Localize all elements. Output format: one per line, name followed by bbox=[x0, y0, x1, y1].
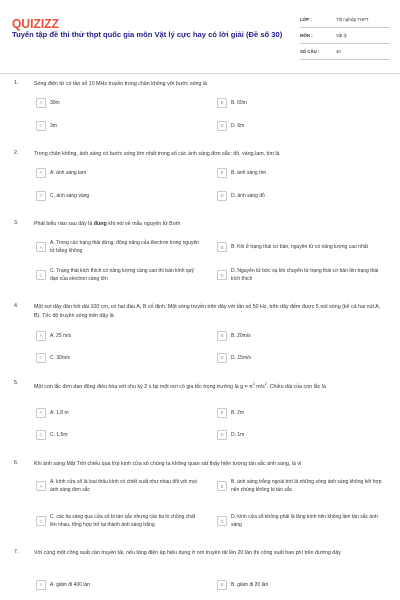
question-text bbox=[34, 220, 384, 229]
text-part: Một con lắc đơn dao động điều hòa với chu kỳ 2 s tại một nơi có gia tốc trọng trường là g = π bbox=[34, 383, 253, 390]
header-divider bbox=[0, 73, 400, 74]
question-text: Sóng điện từ có tần số 10 MHz truyền trong chân không với bước sóng là bbox=[34, 81, 208, 87]
option-letter: D bbox=[217, 516, 227, 526]
option-a[interactable] bbox=[36, 236, 202, 258]
option-letter: C bbox=[36, 270, 46, 280]
option-text: B. giảm đi 20 lần bbox=[231, 581, 269, 588]
option-d[interactable] bbox=[217, 119, 387, 132]
option-letter: B bbox=[217, 580, 227, 590]
question-text: Khi ánh sáng Mặt Trời chiếu qua lớp kính cửa sổ chúng ta không quan sát thấy hiện tượng tán sắc ánh sáng, là vì bbox=[34, 461, 302, 467]
meta-row-subject bbox=[300, 28, 390, 44]
option-a[interactable] bbox=[36, 329, 202, 342]
option-b[interactable] bbox=[217, 475, 387, 497]
question-number: 2. bbox=[14, 150, 19, 156]
option-text: C. các tia sáng qua cửa sổ bị tán sắc nhưng các tia ló chồng chất lên nhau, tổng hợp trở lại thành ánh sáng trắng bbox=[50, 514, 196, 528]
option-text: B. ánh sáng tím bbox=[231, 169, 267, 176]
option-b[interactable] bbox=[217, 406, 387, 419]
logo-text: QUIZIZZ bbox=[12, 16, 60, 31]
option-letter: D bbox=[217, 191, 227, 201]
option-c[interactable] bbox=[36, 351, 202, 364]
question-number: 7. bbox=[14, 549, 19, 555]
question-text bbox=[34, 380, 384, 391]
question-text: Với cùng một công suất cần truyền tải, nếu tăng điện áp hiệu dụng ở nơi truyền tải lên 20 lần thì công suất hao phí trên đường dây bbox=[34, 550, 341, 556]
document-title: Tuyển tập đề thi thử thpt quốc gia môn Vật lý cực hay có lời giải (Đề số 30) bbox=[12, 30, 283, 39]
text-part: Phát biểu nào sau đây là bbox=[34, 221, 94, 227]
option-text: A. kính cửa sổ là loại thấu kính có chiết suất như nhau đối với mọi ánh sáng đơn sắc bbox=[50, 479, 197, 493]
option-d[interactable] bbox=[217, 189, 387, 202]
meta-label: LỚP : bbox=[300, 17, 312, 22]
option-letter: B bbox=[217, 98, 227, 108]
option-letter: B bbox=[217, 408, 227, 418]
option-a[interactable] bbox=[36, 96, 202, 109]
option-d[interactable] bbox=[217, 506, 387, 536]
superscript: 2 bbox=[264, 382, 267, 386]
document-header bbox=[0, 0, 400, 70]
option-text: B. 2m bbox=[231, 409, 245, 416]
option-text: 3m bbox=[50, 122, 57, 129]
option-text: D. 6m bbox=[231, 122, 245, 129]
option-letter: D bbox=[217, 270, 227, 280]
question-text: Trong chân không, ánh sáng có bước sóng lớn nhất trong số các ánh sáng đơn sắc: đỏ, vàng,lam, tím là bbox=[34, 151, 280, 157]
option-letter: D bbox=[217, 121, 227, 131]
option-letter: A bbox=[36, 98, 46, 108]
option-letter: A bbox=[36, 580, 46, 590]
option-letter: C bbox=[36, 430, 46, 440]
option-text: D. Nguyên tử bức xạ khi chuyển từ trạng thái cơ bản lên trạng thái kích thích bbox=[231, 268, 379, 282]
option-letter: A bbox=[36, 168, 46, 178]
option-text: D. 15m/s bbox=[231, 354, 252, 361]
option-c[interactable] bbox=[36, 189, 202, 202]
option-d[interactable] bbox=[217, 264, 387, 286]
text-part: . Chiều dài của con lắc là bbox=[266, 383, 326, 390]
option-letter: A bbox=[36, 242, 46, 252]
option-c[interactable] bbox=[36, 506, 202, 536]
question-number: 4. bbox=[14, 303, 19, 309]
option-letter: B bbox=[217, 481, 227, 491]
superscript: 2 bbox=[252, 382, 255, 386]
option-b[interactable] bbox=[217, 236, 387, 258]
option-text: C. Trạng thái kích thích có năng lượng càng cao thì bán kính quỹ đạo của electron càng lớn bbox=[50, 268, 194, 282]
option-letter: D bbox=[217, 430, 227, 440]
quizizz-logo bbox=[12, 15, 60, 31]
option-a[interactable] bbox=[36, 406, 202, 419]
option-text: A. ánh sáng lam bbox=[50, 169, 87, 176]
option-b[interactable] bbox=[217, 96, 387, 109]
text-part: m/s bbox=[254, 383, 265, 390]
option-letter: A bbox=[36, 331, 46, 341]
option-letter: C bbox=[36, 121, 46, 131]
option-letter: C bbox=[36, 353, 46, 363]
option-text: B. 20m/s bbox=[231, 332, 251, 339]
option-letter: A bbox=[36, 408, 46, 418]
option-b[interactable] bbox=[217, 166, 387, 179]
question-number: 6. bbox=[14, 460, 19, 466]
question-number: 3. bbox=[14, 220, 19, 226]
meta-value: Vật lý bbox=[336, 33, 347, 38]
option-c[interactable] bbox=[36, 264, 202, 286]
option-d[interactable] bbox=[217, 428, 387, 441]
option-a[interactable] bbox=[36, 166, 202, 179]
meta-value: 40 bbox=[336, 49, 341, 54]
question-number: 5. bbox=[14, 380, 19, 386]
option-text: 30m bbox=[50, 99, 60, 106]
option-b[interactable] bbox=[217, 578, 387, 591]
option-text: D. kính cửa sổ không phải là lăng kính nên không làm tán sắc ánh sáng bbox=[231, 514, 378, 528]
option-text: A. 1,8 m bbox=[50, 409, 69, 416]
option-text: A. 25 m/s bbox=[50, 332, 72, 339]
option-text: C. 30m/s bbox=[50, 354, 71, 361]
meta-box bbox=[300, 12, 390, 60]
option-c[interactable] bbox=[36, 428, 202, 441]
option-text: B. 60m bbox=[231, 99, 247, 106]
question-text: Một sợi dây đàn hồi dài 100 cm, có hai đầu A, B cố định. Một sóng truyền trên dây với tần số 50 Hz, trên dây đếm được 5 nút sóng (kể cả hai nút A, B). Tốc độ truyền sóng trên dây là bbox=[34, 304, 381, 319]
option-text: A. giảm đi 400 lần bbox=[50, 581, 91, 588]
text-part: khi nói về mẫu nguyên tử Borh bbox=[106, 221, 181, 227]
meta-label: MÔN : bbox=[300, 33, 313, 38]
option-letter: C bbox=[36, 516, 46, 526]
option-text: B. Khi ở trạng thái cơ bản, nguyên tử có năng lượng cao nhất bbox=[231, 244, 368, 250]
meta-row-grade bbox=[300, 12, 390, 28]
option-text: B. ánh sáng trắng ngoài trời là những sóng ánh sáng không kết hợp nên chúng không bị tán sắc bbox=[231, 479, 382, 493]
emphasis-text: đúng bbox=[93, 221, 107, 227]
option-text: C. ánh sáng vàng bbox=[50, 192, 90, 199]
question-number: 1. bbox=[14, 80, 19, 86]
option-b[interactable] bbox=[217, 329, 387, 342]
option-letter: C bbox=[36, 191, 46, 201]
meta-value: Tốt nghiệp THPT bbox=[336, 17, 369, 22]
option-text: D. 1m bbox=[231, 431, 245, 438]
option-letter: B bbox=[217, 331, 227, 341]
option-letter: A bbox=[36, 481, 46, 491]
option-d[interactable] bbox=[217, 351, 387, 364]
meta-row-count bbox=[300, 44, 390, 60]
option-letter: B bbox=[217, 168, 227, 178]
meta-label: SỐ CÂU : bbox=[300, 49, 320, 54]
option-text: D. ánh sáng đỏ bbox=[231, 192, 265, 199]
option-a[interactable] bbox=[36, 475, 202, 497]
option-letter: B bbox=[217, 242, 227, 252]
option-c[interactable] bbox=[36, 119, 202, 132]
option-text: A. Trong các trạng thái dừng, động năng của êlectron trong nguyên tử bằng không bbox=[50, 240, 200, 254]
option-a[interactable] bbox=[36, 578, 202, 591]
option-letter: D bbox=[217, 353, 227, 363]
option-text: C. 1,5m bbox=[50, 431, 68, 438]
